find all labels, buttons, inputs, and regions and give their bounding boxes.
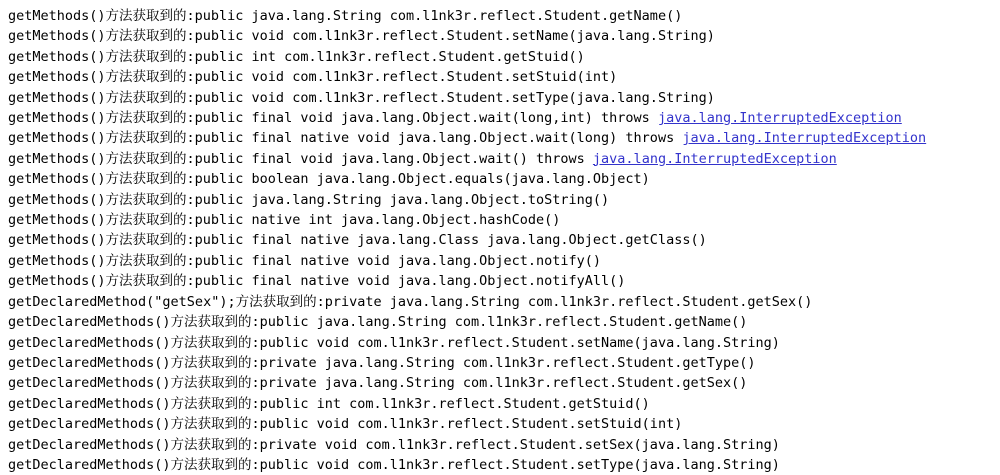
console-line [8, 414, 1000, 434]
console-line-text: getDeclaredMethods()方法获取到的:public void com.l1nk3r.reflect.Student.setStuid(int) [8, 416, 683, 433]
console-line-text: getMethods()方法获取到的:public void com.l1nk3r.reflect.Student.setType(java.lang.String) [8, 89, 715, 106]
console-line [8, 373, 1000, 393]
console-line [8, 67, 1000, 87]
console-line [8, 108, 1000, 128]
console-line-text: getMethods()方法获取到的:public final native void java.lang.Object.notify() [8, 252, 602, 269]
console-line [8, 230, 1000, 250]
console-line [8, 26, 1000, 46]
console-line [8, 128, 1000, 148]
console-line-text: getMethods()方法获取到的:public final native java.lang.Class java.lang.Object.getClass() [8, 232, 707, 249]
console-line [8, 292, 1000, 312]
console-line-text: getMethods()方法获取到的:public final native void java.lang.Object.notifyAll() [8, 273, 626, 290]
console-line-text: getMethods()方法获取到的:public void com.l1nk3r.reflect.Student.setStuid(int) [8, 69, 618, 86]
console-line [8, 169, 1000, 189]
console-line [8, 353, 1000, 373]
exception-link[interactable]: java.lang.InterruptedException [592, 150, 837, 167]
console-line [8, 6, 1000, 26]
console-line-text: getMethods()方法获取到的:public final void java.lang.Object.wait() throws [8, 150, 593, 167]
console-line [8, 47, 1000, 67]
console-line [8, 210, 1000, 230]
console-line-text: getDeclaredMethods()方法获取到的:public int com.l1nk3r.reflect.Student.getStuid() [8, 395, 650, 412]
console-line [8, 149, 1000, 169]
console-line-text: getMethods()方法获取到的:public int com.l1nk3r.reflect.Student.getStuid() [8, 48, 585, 65]
console-line-text: getMethods()方法获取到的:public java.lang.String com.l1nk3r.reflect.Student.getName() [8, 8, 683, 24]
console-line-text: getDeclaredMethods()方法获取到的:private java.lang.String com.l1nk3r.reflect.Student.getSex() [8, 375, 748, 392]
console-line-text: getMethods()方法获取到的:public boolean java.lang.Object.equals(java.lang.Object) [8, 171, 650, 188]
console-line [8, 455, 1000, 475]
console-line-text: getDeclaredMethods()方法获取到的:public void com.l1nk3r.reflect.Student.setName(java.lang.String) [8, 334, 780, 351]
console-line [8, 312, 1000, 332]
console-line-text: getDeclaredMethods()方法获取到的:private void com.l1nk3r.reflect.Student.setSex(java.lang.String) [8, 436, 780, 453]
console-line-text: getDeclaredMethod("getSex");方法获取到的:private java.lang.String com.l1nk3r.reflect.Student.getSex() [8, 293, 813, 310]
console-line-text: getDeclaredMethods()方法获取到的:public java.lang.String com.l1nk3r.reflect.Student.getName() [8, 314, 748, 331]
console-line [8, 394, 1000, 414]
console-line [8, 435, 1000, 455]
console-line-text: getMethods()方法获取到的:public void com.l1nk3r.reflect.Student.setName(java.lang.String) [8, 28, 715, 45]
exception-link[interactable]: java.lang.InterruptedException [682, 130, 927, 147]
console-line [8, 190, 1000, 210]
console-line [8, 88, 1000, 108]
exception-link[interactable]: java.lang.InterruptedException [657, 110, 902, 127]
console-line-text: getMethods()方法获取到的:public final native void java.lang.Object.wait(long) throws [8, 130, 683, 147]
console-line-text: getMethods()方法获取到的:public native int java.lang.Object.hashCode() [8, 212, 561, 229]
console-line-text: getDeclaredMethods()方法获取到的:private java.lang.String com.l1nk3r.reflect.Student.getType() [8, 354, 756, 371]
console-line-text: getMethods()方法获取到的:public java.lang.String java.lang.Object.toString() [8, 191, 610, 208]
console-line [8, 271, 1000, 291]
console-line-text: getDeclaredMethods()方法获取到的:public void com.l1nk3r.reflect.Student.setType(java.lang.String) [8, 456, 780, 473]
console-line-text: getMethods()方法获取到的:public final void java.lang.Object.wait(long,int) throws [8, 110, 658, 127]
console-line [8, 333, 1000, 353]
console-line [8, 251, 1000, 271]
